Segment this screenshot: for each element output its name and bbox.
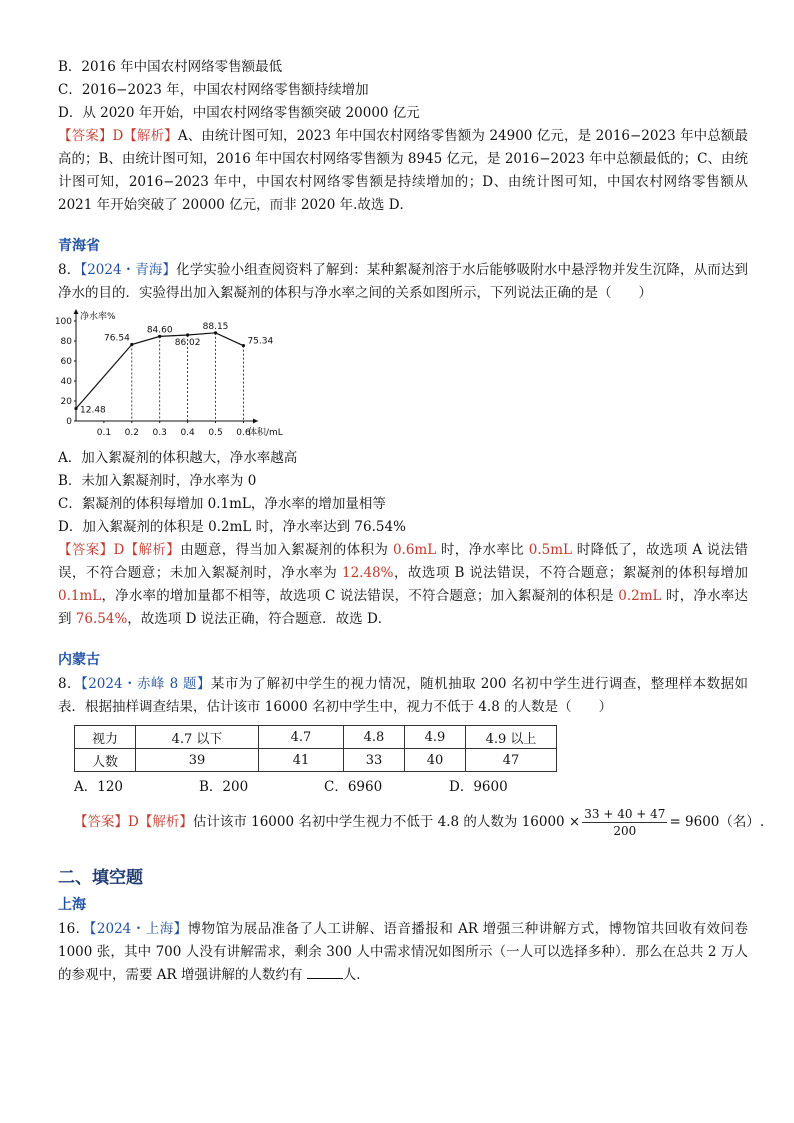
data-label: 75.34 xyxy=(247,336,274,347)
table-row xyxy=(75,726,557,749)
q7-option-d: D．从 2020 年开始，中国农村网络零售额突破 20000 亿元 xyxy=(58,105,420,121)
fraction-denominator: 200 xyxy=(613,824,637,838)
fraction xyxy=(582,806,667,839)
question-number: 8． xyxy=(58,262,81,278)
y-axis-label: 净水率% xyxy=(80,312,116,322)
water-purification-chart xyxy=(54,309,748,445)
data-point xyxy=(242,344,245,347)
q7-option-b: B．2016 年中国农村网络零售额最低 xyxy=(58,59,283,75)
answer-tag: 【答案】D【解析】 xyxy=(58,542,181,558)
y-tick-label: 100 xyxy=(54,317,72,327)
answer-blank[interactable] xyxy=(307,964,343,979)
q8-qinghai-option-a: A．加入絮凝剂的体积越大，净水率越高 xyxy=(58,450,298,466)
y-tick-label: 40 xyxy=(60,377,72,387)
table-cell: 41 xyxy=(259,749,344,772)
x-tick-label: 0.4 xyxy=(180,428,195,438)
line-chart-svg xyxy=(54,309,318,441)
option-b: B．200 xyxy=(199,779,249,795)
question-stem: 博物馆为展品准备了人工讲解、语音播报和 AR 增强三种讲解方式，博物馆共回收有效问卷 1000 张，其中 700 人没有讲解需求，剩余 300 人中需求情况如图所示（一人可以选择多种）．那么在总共 2 万人的参观中，需要 AR 增强讲解的人数约有 xyxy=(58,921,749,983)
option-c: C．6960 xyxy=(324,779,383,795)
q7-answer-tag: 【答案】D【解析】 xyxy=(58,128,178,144)
q7-analysis: A、由统计图可知，2023 年中国农村网络零售额为 24900 亿元，是 2016−2023 年中总额最高的；B、由统计图可知，2016 年中国农村网络零售额为 8945 亿元，是 2016−2023 年中总额最低的；C、由统计图可知，2016−2023 年中，中国农村网络零售额是持续增加的；D、由统计图可知，中国农村网络零售额从 2021 年开始突破了 20000 亿元，而非 2020 年.故选 D． xyxy=(58,128,749,213)
x-tick-label: 0.1 xyxy=(96,428,112,438)
analysis-value: 76.54% xyxy=(75,611,128,627)
analysis-value: 0.6mL xyxy=(392,542,437,558)
analysis-text: = 9600（名）. xyxy=(669,814,765,830)
answer-tag: 【答案】D【解析】 xyxy=(74,814,193,830)
analysis-text: ，净水率的增加量都不相等，故选项 C 说法错误，不符合题意；加入絮凝剂的体积是 xyxy=(101,588,619,604)
question-number: 8． xyxy=(58,676,81,692)
section-heading: 二、填空题 xyxy=(58,868,143,888)
province-heading-qinghai: 青海省 xyxy=(58,238,100,254)
q8-qinghai-option-c: C．絮凝剂的体积每增加 0.1mL，净水率的增加量相等 xyxy=(58,496,386,512)
x-tick-label: 0.2 xyxy=(124,428,139,438)
q8-neimenggu-stem xyxy=(58,673,748,719)
q8-qinghai-option-b: B．未加入絮凝剂时，净水率为 0 xyxy=(58,473,257,489)
table-row xyxy=(75,749,557,772)
question-stem: 化学实验小组查阅资料了解到：某种絮凝剂溶于水后能够吸附水中悬浮物并发生沉降，从而达到净水的目的．实验得出加入絮凝剂的体积与净水率之间的关系如图所示，下列说法正确的是（ ） xyxy=(58,262,749,301)
analysis-text: ，故选项 B 说法错误，不符合题意；絮凝剂的体积每增加 xyxy=(393,565,748,581)
table-cell: 39 xyxy=(136,749,259,772)
y-tick-label: 0 xyxy=(66,417,72,427)
y-tick-label: 60 xyxy=(60,357,72,367)
x-axis-arrow xyxy=(253,419,258,424)
question-number: 16． xyxy=(58,921,90,937)
table-cell: 40 xyxy=(405,749,466,772)
question-source-tag: 【2024・青海】 xyxy=(80,262,177,278)
province-heading-neimenggu: 内蒙古 xyxy=(58,652,100,668)
option-d: D．9600 xyxy=(449,779,508,795)
analysis-value: 0.1mL xyxy=(58,588,102,604)
y-axis-arrow xyxy=(74,309,79,314)
analysis-text: 时，净水率达到 xyxy=(58,588,748,627)
table-cell: 4.9 xyxy=(405,726,466,749)
vision-data-table xyxy=(74,725,557,772)
data-label: 76.54 xyxy=(104,333,130,344)
data-point xyxy=(130,343,133,346)
q8-neimenggu-answer xyxy=(74,806,765,839)
q8-qinghai-answer xyxy=(58,539,748,631)
data-label: 86.02 xyxy=(174,337,201,348)
x-tick-label: 0.3 xyxy=(152,428,167,438)
q7-option-c: C．2016−2023 年，中国农村网络零售额持续增加 xyxy=(58,82,369,98)
question-stem: 某市为了解初中学生的视力情况，随机抽取 200 名初中学生进行调查，整理样本数据如表．根据抽样调查结果，估计该市 16000 名初中学生中，视力不低于 4.8 的人数是（ ） xyxy=(58,676,748,715)
table-cell: 人数 xyxy=(75,749,136,772)
option-a: A．120 xyxy=(74,779,124,795)
y-tick-label: 80 xyxy=(60,337,72,347)
province-heading-shanghai: 上海 xyxy=(58,897,86,913)
q8-neimenggu-options xyxy=(74,776,574,798)
table-cell: 47 xyxy=(466,749,557,772)
table-cell: 33 xyxy=(344,749,405,772)
x-tick-label: 0.6 xyxy=(236,428,251,438)
analysis-text: 时降低了，故选项 A 说法错误，不符合题意；未加入絮凝剂时，净水率为 xyxy=(58,542,749,581)
data-label: 12.48 xyxy=(80,405,106,416)
table-cell: 视力 xyxy=(75,726,136,749)
data-point xyxy=(74,407,77,410)
table-cell: 4.9 以上 xyxy=(466,726,557,749)
question-stem-end: 人． xyxy=(342,967,370,983)
table-cell: 4.8 xyxy=(344,726,405,749)
analysis-value: 0.2mL xyxy=(618,588,662,604)
analysis-text: ，故选项 D 说法正确，符合题意．故选 D． xyxy=(127,611,392,627)
data-label: 88.15 xyxy=(202,321,229,332)
analysis-text: 由题意，得当加入絮凝剂的体积为 xyxy=(180,542,393,558)
analysis-value: 0.5mL xyxy=(528,542,573,558)
x-tick-label: 0.5 xyxy=(208,428,223,438)
fraction-numerator: 33 + 40 + 47 xyxy=(584,807,666,821)
analysis-text: 估计该市 16000 名初中学生视力不低于 4.8 的人数为 16000 × xyxy=(192,814,581,830)
document-page xyxy=(54,56,765,987)
q8-qinghai-option-d: D．加入絮凝剂的体积是 0.2mL 时，净水率达到 76.54% xyxy=(58,519,406,535)
table-cell: 4.7 以下 xyxy=(136,726,259,749)
table-cell: 4.7 xyxy=(259,726,344,749)
data-label: 84.60 xyxy=(146,325,173,336)
question-source-tag: 【2024・赤峰 8 题】 xyxy=(81,676,211,692)
analysis-value: 12.48% xyxy=(342,565,394,581)
analysis-text: 时，净水率比 xyxy=(436,542,529,558)
question-source-tag: 【2024・上海】 xyxy=(89,921,188,937)
q7-answer xyxy=(58,125,748,217)
q16-stem xyxy=(58,918,748,987)
q8-qinghai-stem xyxy=(58,259,748,305)
y-tick-label: 20 xyxy=(60,397,72,407)
x-axis-label: 体积/mL xyxy=(248,428,283,438)
data-point xyxy=(186,333,189,336)
